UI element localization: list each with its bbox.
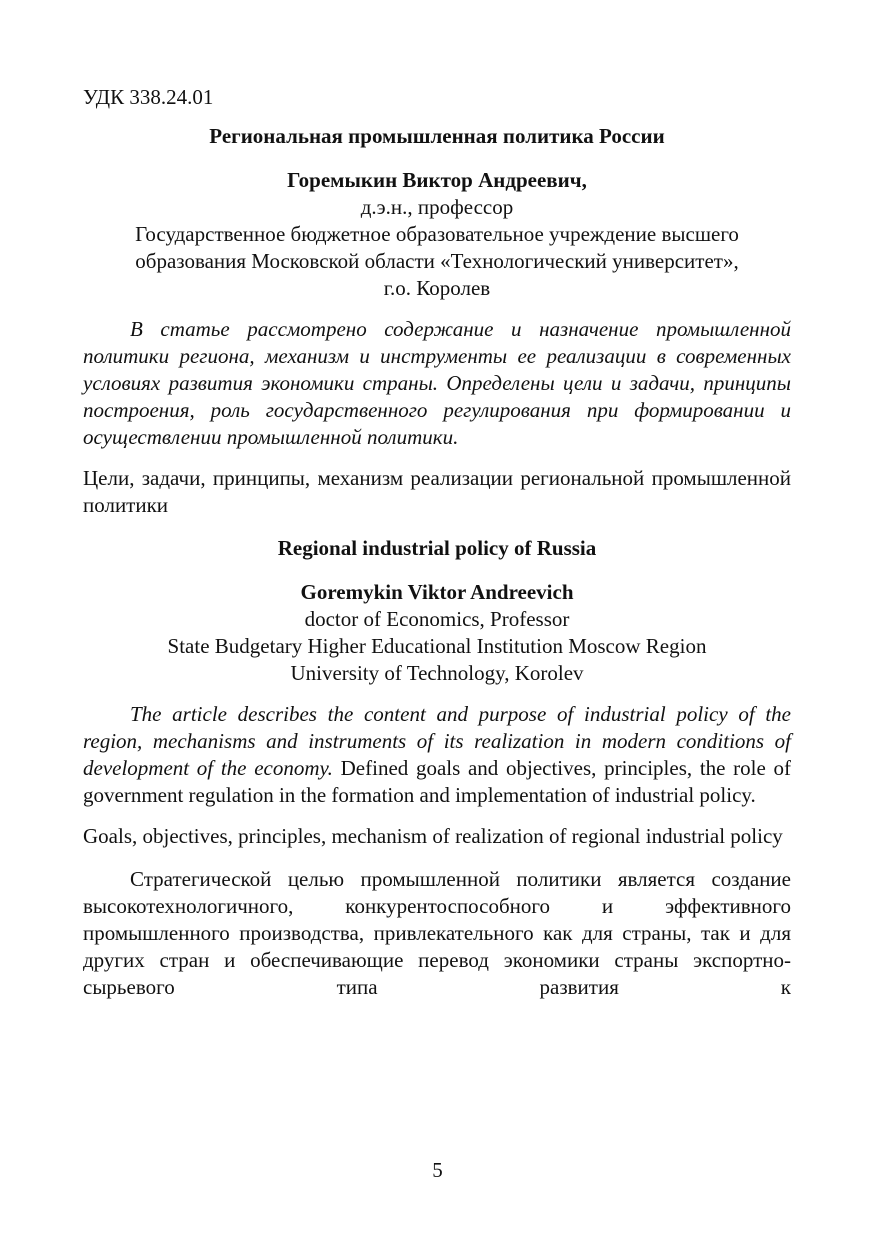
page-number: 5	[432, 1158, 443, 1182]
author-degree-ru: д.э.н., профессор	[360, 195, 514, 219]
title-en: Regional industrial policy of Russia	[277, 536, 597, 560]
author-name-ru: Горемыкин Виктор Андреевич,	[287, 168, 587, 192]
affiliation-en-line1: State Budgetary Higher Educational Institution Moscow Region	[167, 634, 707, 658]
author-block-en	[83, 579, 791, 687]
udc-code: УДК 338.24.01	[83, 85, 214, 109]
affiliation-en-line2: University of Technology, Korolev	[290, 661, 584, 685]
abstract-ru: В статье рассмотрено содержание и назначение промышленной политики региона, механизм и инструменты ее реализации в современных условиях развития экономики страны. Определены цели и задачи, принципы построения, роль государственного регулирования при формировании и осуществлении промышленной политики.	[83, 317, 791, 449]
affiliation-ru-line2: образования Московской области «Технологический университет»,	[135, 249, 739, 273]
abstract-en	[83, 701, 791, 809]
keywords-en: Goals, objectives, principles, mechanism of realization of regional industrial policy	[83, 824, 783, 848]
keywords-ru: Цели, задачи, принципы, механизм реализации региональной промышленной политики	[83, 466, 791, 517]
body-paragraph	[83, 866, 791, 1001]
abstract-en-italic: The article describes the content and purpose of industrial policy of the region, mechanisms and instruments of its realization in modern conditions of development of the economy.	[83, 702, 791, 780]
abstract-en-plain: Defined goals and objectives, principles, the role of government regulation in the formation and implementation of industrial policy.	[83, 756, 792, 807]
author-name-en: Goremykin Viktor Andreevich	[300, 580, 574, 604]
affiliation-city-ru: г.о. Королев	[383, 276, 491, 300]
body-paragraph-text: Стратегической целью промышленной политики является создание высокотехнологичного, конкурентоспособного и эффективного промышленного производства, привлекательного как для страны, так и для других стран и обеспечивающие перевод экономики страны экспортно-сырьевого типа развития к	[83, 867, 791, 999]
author-block-ru	[83, 167, 791, 302]
title-ru: Региональная промышленная политика России	[209, 124, 665, 148]
author-degree-en: doctor of Economics, Professor	[304, 607, 570, 631]
affiliation-ru-line1: Государственное бюджетное образовательное учреждение высшего	[135, 222, 739, 246]
document-page	[83, 84, 791, 1001]
